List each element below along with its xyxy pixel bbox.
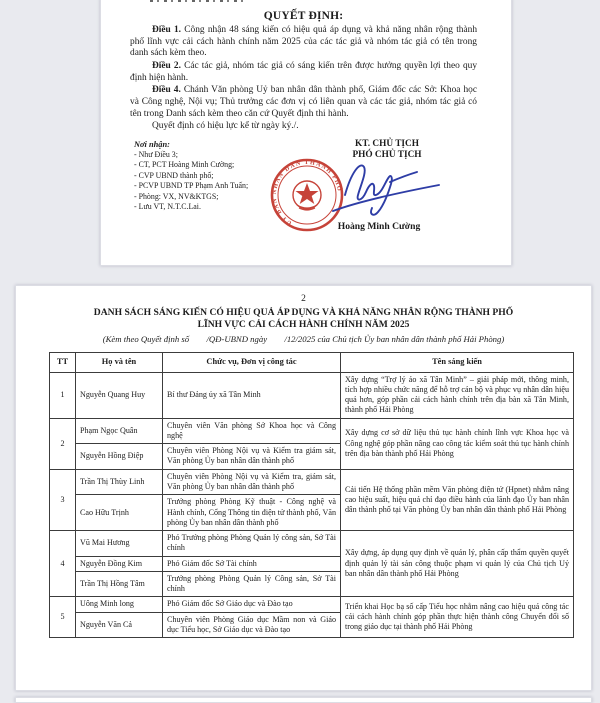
- article-1: [130, 25, 477, 60]
- article-1-label: Điều 1.: [152, 25, 182, 35]
- initiative-cell: Cải tiến Hệ thống phần mềm Văn phòng điện tử (Hpnet) nhằm nâng cao hiệu suất, hiệu quả chỉ đạo điều hành của lãnh đạo Ủy ban nhân dân thành phố tại Văn phòng Ủy ban nhân dân thành phố Hải Phòng: [341, 469, 574, 530]
- role-cell: Bí thư Đảng ủy xã Tân Minh: [163, 372, 341, 418]
- article-4-label: Điều 4.: [152, 85, 181, 96]
- table-header-row: [50, 352, 574, 372]
- role-cell: Phó Giám đốc Sở Giáo dục và Đào tạo: [163, 597, 341, 612]
- table-row: [50, 418, 574, 444]
- name-cell: Nguyễn Đồng Kim: [76, 556, 163, 571]
- signature-block: [270, 138, 477, 249]
- signature-title-2: PHÓ CHỦ TỊCH: [352, 150, 422, 161]
- recipients-heading: Nơi nhận:: [134, 139, 170, 149]
- tt-cell: 5: [50, 597, 76, 638]
- tt-cell: 2: [50, 418, 76, 469]
- table-row: [50, 372, 574, 418]
- initiative-cell: Xây dựng cơ sở dữ liệu thủ tục hành chính lĩnh vực Khoa học và Công nghệ góp phần nâng cao công tác kiểm soát thủ tục hành chính trên địa bàn thành phố Hải Phòng: [341, 418, 574, 469]
- article-1-text: Công nhận 48 sáng kiến có hiệu quả áp dụng và khả năng nhân rộng thành phố lĩnh vực cải cách hành chính năm 2025 của các tác giả và nhóm tác giả có tên trong danh sách kèm theo.: [130, 25, 478, 59]
- article-4: [130, 85, 477, 120]
- role-cell: Chuyên viên Phòng Giáo dục Mầm non và Giáo dục Tiểu học, Sở Giáo dục và Đào tạo: [163, 612, 341, 638]
- role-cell: Chuyên viên Phòng Nội vụ và Kiểm tra, giám sát, Văn phòng Ủy ban nhân dân thành phố: [163, 469, 341, 495]
- document-page-1: [100, 0, 512, 266]
- name-cell: Phạm Ngọc Quân: [76, 418, 163, 444]
- list-subtitle: (Kèm theo Quyết định số /QĐ-UBND ngày /12/2025 của Chủ tịch Ủy ban nhân dân thành phố Hải Phòng): [102, 333, 505, 344]
- decision-heading: QUYẾT ĐỊNH:: [263, 10, 344, 22]
- recipient-item: - CT, PCT Hoàng Minh Cường;: [134, 160, 235, 170]
- page-number: 2: [301, 294, 306, 304]
- table-row: [50, 597, 574, 612]
- seal-star: [296, 183, 319, 204]
- svg-text:UỶ BAN NHÂN DÂN THÀNH PHỐ: UỶ BAN NHÂN DÂN THÀNH PHỐ: [270, 158, 343, 227]
- name-cell: Trần Thị Thùy Linh: [76, 469, 163, 495]
- list-title-line2: LĨNH VỰC CẢI CÁCH HÀNH CHÍNH NĂM 2025: [197, 319, 410, 331]
- initiative-cell: Triển khai Học bạ số cấp Tiểu học nhằm nâng cao hiệu quả công tác cải cách hành chính góp phần thực hiện thành công Chuyển đổi số trong giáo dục tại thành phố Hải Phòng: [341, 597, 574, 638]
- article-4-text: Chánh Văn phòng Uỷ ban nhân dân thành phố, Giám đốc các Sở: Khoa học và Công nghệ, Nội vụ; Thủ trưởng các đơn vị có liên quan và các tác giả, nhóm tác giả có tên trong Danh sách kèm theo căn cứ Quyết định thi hành.: [130, 85, 478, 119]
- closing-line: Quyết định có hiệu lực kể từ ngày ký./.: [152, 121, 299, 132]
- col-header-initiative: Tên sáng kiến: [341, 352, 574, 372]
- col-header-role: Chức vụ, Đơn vị công tác: [163, 352, 341, 372]
- col-header-name: Họ và tên: [76, 352, 163, 372]
- name-cell: Nguyễn Quang Huy: [76, 372, 163, 418]
- signature-footer: [130, 139, 477, 249]
- initiative-cell: Xây dựng, áp dụng quy định về quản lý, phân cấp thẩm quyền quyết định quản lý tài sản công thuộc phạm vi quản lý của Chủ tịch Uỷ ban nhân dân thành phố Hải Phòng: [341, 531, 574, 597]
- recipient-item: - Lưu VT, N.T.C.Lai.: [134, 202, 201, 212]
- table-row: [50, 469, 574, 495]
- role-cell: Chuyên viên Văn phòng Sở Khoa học và Công nghệ: [163, 418, 341, 444]
- cut-off-text-fragment: [150, 0, 246, 2]
- signature-title-1: KT. CHỦ TỊCH: [355, 138, 419, 149]
- decision-body: [130, 25, 477, 133]
- col-header-tt: TT: [50, 352, 76, 372]
- role-cell: Phó Trưởng phòng Phòng Quản lý công sản, Sở Tài chính: [163, 531, 341, 557]
- name-cell: Nguyễn Văn Cả: [76, 612, 163, 638]
- handwritten-signature: [327, 155, 457, 221]
- signer-name: Hoàng Minh Cường: [337, 220, 421, 232]
- name-cell: Vũ Mai Hương: [76, 531, 163, 557]
- name-cell: Nguyễn Hồng Điệp: [76, 444, 163, 470]
- recipient-item: - CVP UBND thành phố;: [134, 170, 214, 180]
- name-cell: Cao Hữu Trịnh: [76, 495, 163, 531]
- list-title-line1: DANH SÁCH SÁNG KIẾN CÓ HIỆU QUẢ ÁP DỤNG VÀ KHẢ NĂNG NHÂN RỘNG THÀNH PHỐ: [93, 307, 514, 318]
- role-cell: Trưởng phòng Phòng Kỹ thuật - Công nghệ và Hành chính, Cổng Thông tin điện tử thành phố, Văn phòng Ủy ban nhân dân thành phố: [163, 495, 341, 531]
- recipient-item: - Như Điều 3;: [134, 150, 178, 159]
- tt-cell: 1: [50, 372, 76, 418]
- initiatives-table: [49, 352, 574, 638]
- recipient-item: - Phòng: VX, NV&KTGS;: [134, 191, 219, 201]
- name-cell: Trần Thị Hồng Tâm: [76, 571, 163, 597]
- recipient-item: - PCVP UBND TP Phạm Anh Tuấn;: [134, 181, 249, 191]
- table-row: [50, 531, 574, 557]
- document-page-2: [15, 285, 592, 691]
- name-cell: Uông Minh long: [76, 597, 163, 612]
- article-2-label: Điều 2.: [152, 60, 181, 71]
- list-title: [16, 307, 591, 332]
- document-page-3-edge: [15, 697, 592, 703]
- role-cell: Phó Giám đốc Sở Tài chính: [163, 556, 341, 571]
- tt-cell: 4: [50, 531, 76, 597]
- tt-cell: 3: [50, 469, 76, 530]
- role-cell: Chuyên viên Phòng Nội vụ và Kiểm tra giám sát, Văn phòng Ủy ban nhân dân thành phố: [163, 444, 341, 470]
- initiative-cell: Xây dựng “Trợ lý ảo xã Tân Minh” – giải pháp mới, thông minh, tích hợp nhiều chức năng để hỗ trợ cán bộ và phục vụ nhân dân hiệu quả hơn, góp phần cải cách hành chính trên địa bàn xã Tân Minh, thành phố Hải Phòng: [341, 372, 574, 418]
- role-cell: Trưởng phòng Phòng Quản lý Công sản, Sở Tài chính: [163, 571, 341, 597]
- article-2: [130, 61, 477, 84]
- article-2-text: Các tác giả, nhóm tác giả có sáng kiến trên được hưởng quyền lợi theo quy định hiện hành.: [130, 60, 478, 83]
